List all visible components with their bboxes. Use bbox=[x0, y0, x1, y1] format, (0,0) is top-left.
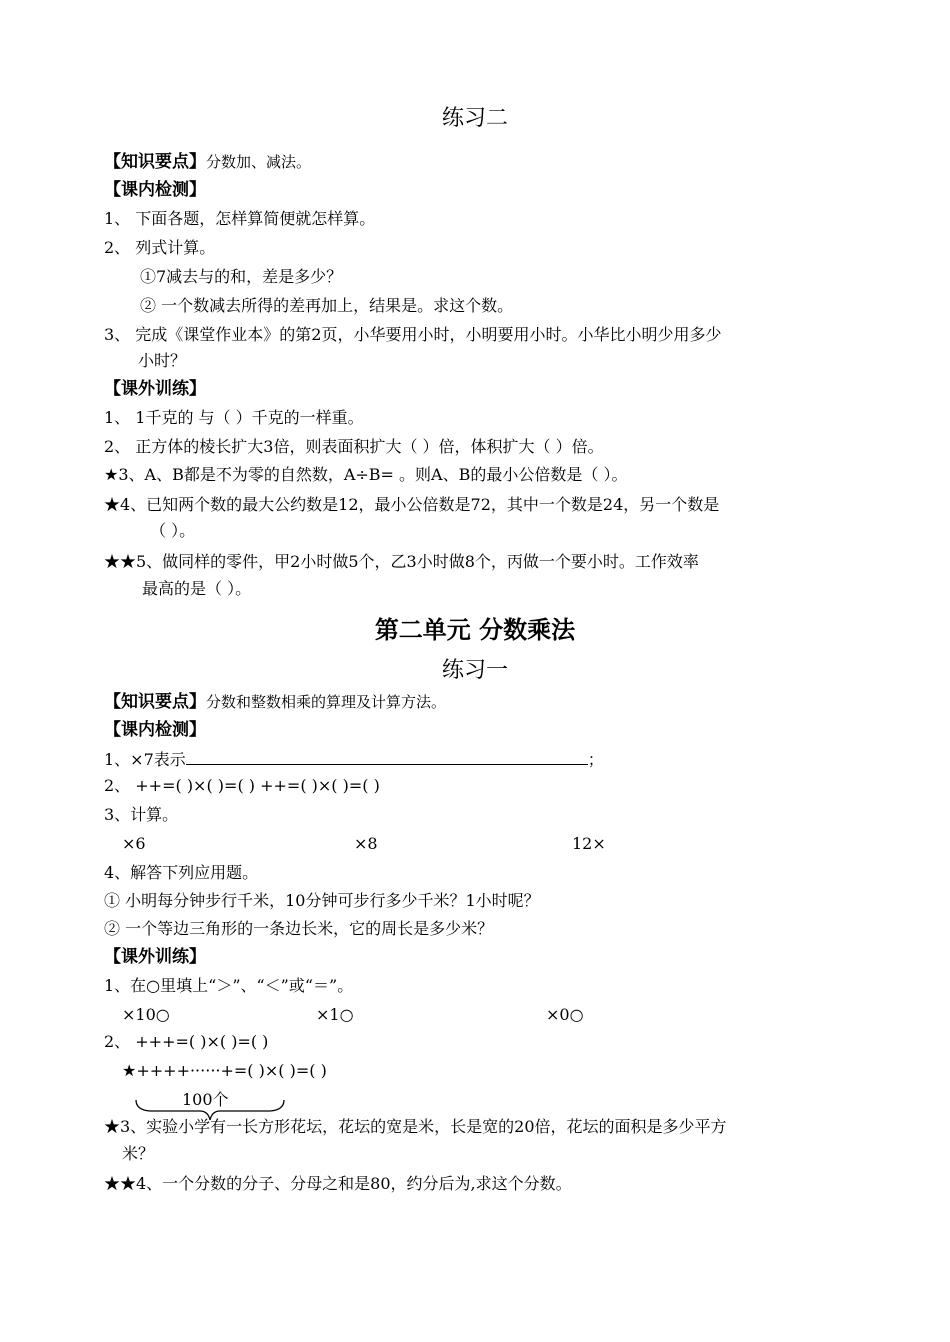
question-line: ★4、已知两个数的最大公约数是12，最小公倍数是72，其中一个数是24，另一个数是 bbox=[104, 495, 720, 514]
knowledge-points-label: 【知识要点】 bbox=[104, 692, 206, 712]
brace-label: 100个 bbox=[182, 1090, 229, 1109]
sub-question-line: ① 小明每分钟步行千米，10分钟可步行多少千米？1小时呢？ bbox=[104, 891, 540, 910]
sub-question-line: ② 一个数减去所得的差再加上，结果是。求这个数。 bbox=[140, 296, 514, 315]
question-line: ★3、实验小学有一长方形花坛，花坛的宽是米，长是宽的20倍，花坛的面积是多少平方 bbox=[104, 1117, 727, 1136]
question-line: 3、 完成《课堂作业本》的第2页，小华要用小时，小明要用小时。小华比小明少用多少 bbox=[104, 325, 722, 344]
question-line bbox=[104, 748, 604, 771]
unit-heading: 第二单元 分数乘法 bbox=[374, 616, 576, 644]
question-line: ★3、A、B都是不为零的自然数，A÷B= 。则A、B的最小公倍数是（ ）。 bbox=[104, 465, 628, 484]
sub-question-line: ①7减去与的和，差是多少？ bbox=[140, 267, 343, 286]
question-line: ★★4、一个分数的分子、分母之和是80，约分后为,求这个分数。 bbox=[104, 1174, 572, 1193]
answer-blank[interactable] bbox=[186, 748, 588, 765]
extra-training-heading: 【课外训练】 bbox=[104, 947, 206, 967]
exercise-title: 练习二 bbox=[441, 106, 508, 131]
question-line: 1、 下面各题，怎样算简便就怎样算。 bbox=[104, 209, 376, 228]
calc-item: ×8 bbox=[354, 834, 378, 853]
knowledge-points-heading bbox=[104, 150, 311, 174]
calc-item: 12× bbox=[572, 834, 606, 853]
question-line: 2、 +++=( )×( )=( ) bbox=[104, 1032, 269, 1051]
question-suffix: ； bbox=[587, 750, 604, 769]
question-line-continued: 小时？ bbox=[138, 351, 187, 370]
calc-item: ×6 bbox=[122, 834, 146, 853]
exercise-title: 练习一 bbox=[441, 658, 508, 683]
question-line: ★★5、做同样的零件，甲2小时做5个，乙3小时做8个，丙做一个要小时。工作效率 bbox=[104, 552, 699, 571]
question-line: 4、解答下列应用题。 bbox=[104, 863, 259, 882]
in-class-heading: 【课内检测】 bbox=[104, 720, 206, 740]
compare-item: ×1○ bbox=[316, 1005, 354, 1024]
knowledge-points-label: 【知识要点】 bbox=[104, 152, 206, 172]
extra-training-heading: 【课外训练】 bbox=[104, 379, 206, 399]
question-line: 2、 正方体的棱长扩大3倍，则表面积扩大（ ）倍，体积扩大（ ）倍。 bbox=[104, 437, 604, 456]
question-line: 1、 1千克的 与（ ）千克的一样重。 bbox=[104, 408, 364, 427]
knowledge-points-text: 分数加、减法。 bbox=[206, 153, 312, 171]
question-line-continued: （ ）。 bbox=[150, 521, 196, 540]
question-line: 1、在○里填上“＞”、“＜”或“＝”。 bbox=[104, 976, 354, 995]
question-line: 2、 列式计算。 bbox=[104, 238, 216, 257]
question-prefix: 1、×7表示 bbox=[104, 750, 186, 769]
compare-item: ×0○ bbox=[546, 1005, 584, 1024]
knowledge-points-text: 分数和整数相乘的算理及计算方法。 bbox=[206, 693, 447, 711]
knowledge-points-heading bbox=[104, 690, 446, 714]
question-line-continued: 最高的是（ ）。 bbox=[142, 579, 252, 598]
sub-question-line: ② 一个等边三角形的一条边长米，它的周长是多少米？ bbox=[104, 919, 494, 938]
question-line: ★++++······+=( )×( )=( ) bbox=[122, 1061, 327, 1080]
question-line: 2、 ++=( )×( )=( ) ++=( )×( )=( ) bbox=[104, 776, 380, 795]
compare-item: ×10○ bbox=[122, 1005, 170, 1024]
in-class-heading: 【课内检测】 bbox=[104, 180, 206, 200]
question-line: 3、计算。 bbox=[104, 805, 179, 824]
question-line-continued: 米？ bbox=[122, 1144, 155, 1163]
